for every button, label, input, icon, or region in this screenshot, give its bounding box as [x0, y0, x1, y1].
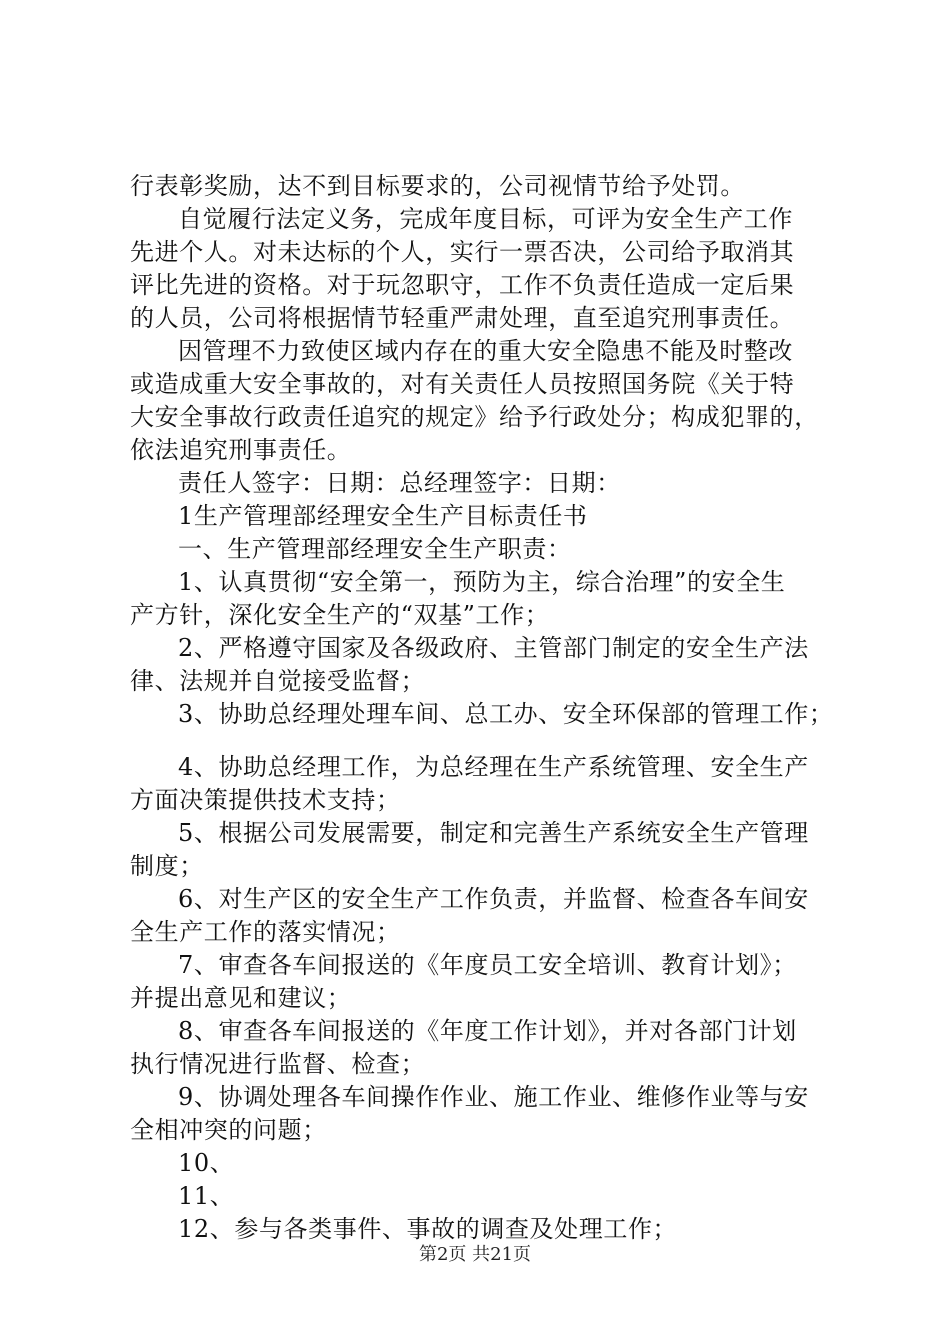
blank-line: [130, 731, 830, 751]
text-line: 并提出意见和建议；: [130, 984, 352, 1012]
text-line: 12、参与各类事件、事故的调查及处理工作；: [178, 1215, 678, 1243]
text-line: 自觉履行法定义务，完成年度目标，可评为安全生产工作: [178, 205, 793, 233]
text-line: 行表彰奖励，达不到目标要求的，公司视情节给予处罚。: [130, 172, 745, 200]
text-line: 1生产管理部经理安全生产目标责任书: [178, 502, 588, 530]
text-line: 或造成重大安全事故的，对有关责任人员按照国务院《关于特: [130, 370, 795, 398]
text-line: 律、法规并自觉接受监督；: [130, 667, 426, 695]
text-line: 全生产工作的落实情况；: [130, 918, 401, 946]
text-line: 11、: [178, 1182, 235, 1210]
text-line: 方面决策提供技术支持；: [130, 786, 401, 814]
text-line: 8、审查各车间报送的《年度工作计划》，并对各部门计划: [178, 1017, 797, 1045]
text-line: 6、对生产区的安全生产工作负责，并监督、检查各车间安: [178, 885, 809, 913]
text-line: 制度；: [130, 852, 204, 880]
text-line: 责任人签字：日期：总经理签字：日期：: [178, 469, 621, 497]
text-line: 2、严格遵守国家及各级政府、主管部门制定的安全生产法: [178, 634, 809, 662]
text-line: 4、协助总经理工作，为总经理在生产系统管理、安全生产: [178, 753, 809, 781]
text-line: 依法追究刑事责任。: [130, 436, 352, 464]
text-line: 评比先进的资格。对于玩忽职守，工作不负责任造成一定后果: [130, 271, 795, 299]
document-body: [130, 170, 834, 1246]
text-line: 先进个人。对未达标的个人，实行一票否决，公司给予取消其: [130, 238, 795, 266]
text-line: 9、协调处理各车间操作作业、施工作业、维修作业等与安: [178, 1083, 809, 1111]
text-line: 因管理不力致使区域内存在的重大安全隐患不能及时整改: [178, 337, 793, 365]
page-footer: 第2页 共21页: [418, 1244, 532, 1265]
text-line: 全相冲突的问题；: [130, 1116, 327, 1144]
text-line: 1、认真贯彻“安全第一，预防为主，综合治理”的安全生: [178, 568, 786, 596]
text-line: 的人员，公司将根据情节轻重严肃处理，直至追究刑事责任。: [130, 304, 795, 332]
text-line: 一、生产管理部经理安全生产职责：: [178, 535, 572, 563]
text-line: 产方针，深化安全生产的“双基”工作；: [130, 601, 550, 629]
text-line: 执行情况进行监督、检查；: [130, 1050, 426, 1078]
text-line: 大安全事故行政责任追究的规定》给予行政处分；构成犯罪的，: [130, 403, 819, 431]
text-line: 5、根据公司发展需要，制定和完善生产系统安全生产管理: [178, 819, 809, 847]
text-line: 10、: [178, 1149, 235, 1177]
text-line: 7、审查各车间报送的《年度员工安全培训、教育计划》；: [178, 951, 797, 979]
text-line: 3、协助总经理处理车间、总工办、安全环保部的管理工作；: [178, 700, 834, 728]
